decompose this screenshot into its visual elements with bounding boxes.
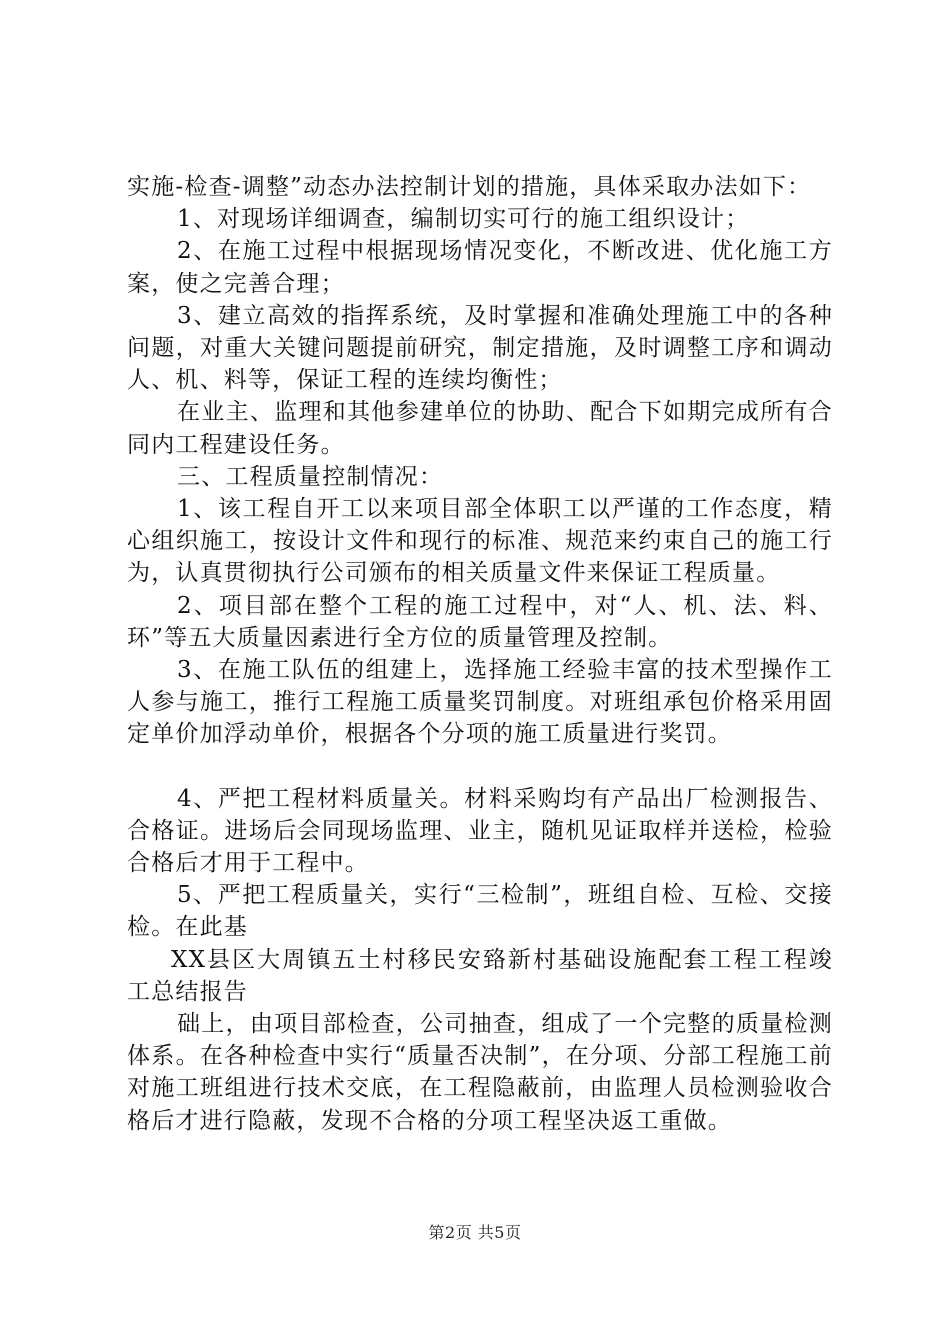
paragraph-quality-3: 3、在施工队伍的组建上，选择施工经验丰富的技术型操作工人参与施工，推行工程施工质量奖罚制度。对班组承包价格采用固定单价加浮动单价，根据各个分项的施工质量进行奖罚。 [127,657,833,748]
paragraph-quality-1: 1、该工程自开工以来项目部全体职工以严谨的工作态度，精心组织施工，按设计文件和现行的标准、规范来约束自己的施工行为，认真贯彻执行公司颁布的相关质量文件来保证工程质量。 [127,496,833,587]
section-heading-quality: 三、工程质量控制情况： [177,463,444,490]
page-number-footer: 第2页 共5页 [428,1223,522,1242]
paragraph-item-1: 1、对现场详细调查，编制切实可行的施工组织设计； [177,206,750,233]
paragraph-quality-4: 4、严把工程材料质量关。材料采购均有产品出厂检测报告、合格证。进场后会同现场监理、业主，随机见证取样并送检，检验合格后才用于工程中。 [127,785,833,877]
paragraph-item-3: 3、建立高效的指挥系统，及时掌握和准确处理施工中的各种问题，对重大关键问题提前研究，制定措施，及时调整工序和调动人、机、料等，保证工程的连续均衡性； [127,302,833,394]
paragraph-item-2: 2、在施工过程中根据现场情况变化，不断改进、优化施工方案，使之完善合理； [127,238,833,297]
running-header-title: XX县区大周镇五土村移民安臵新村基础设施配套工程工程竣工总结报告 [127,946,833,1005]
paragraph-measures-intro: 实施-检查-调整”动态办法控制计划的措施，具体采取办法如下： [127,174,812,200]
paragraph-quality-2: 2、项目部在整个工程的施工过程中，对“人、机、法、料、环”等五大质量因素进行全方位的质量管理及控制。 [127,592,833,651]
paragraph-completion: 在业主、监理和其他参建单位的协助、配合下如期完成所有合同内工程建设任务。 [127,399,833,458]
document-body [127,171,833,1137]
paragraph-quality-5: 5、严把工程质量关，实行“三检制”，班组自检、互检、交接检。在此基 [127,882,833,941]
paragraph-gap [127,751,833,783]
paragraph-quality-5-continued: 础上，由项目部检查，公司抽查，组成了一个完整的质量检测体系。在各种检查中实行“质量否决制”，在分项、分部工程施工前对施工班组进行技术交底，在工程隐蔽前，由监理人员检测验收合格后才进行隐蔽，发现不合格的分项工程坚决返工重做。 [127,1011,833,1134]
